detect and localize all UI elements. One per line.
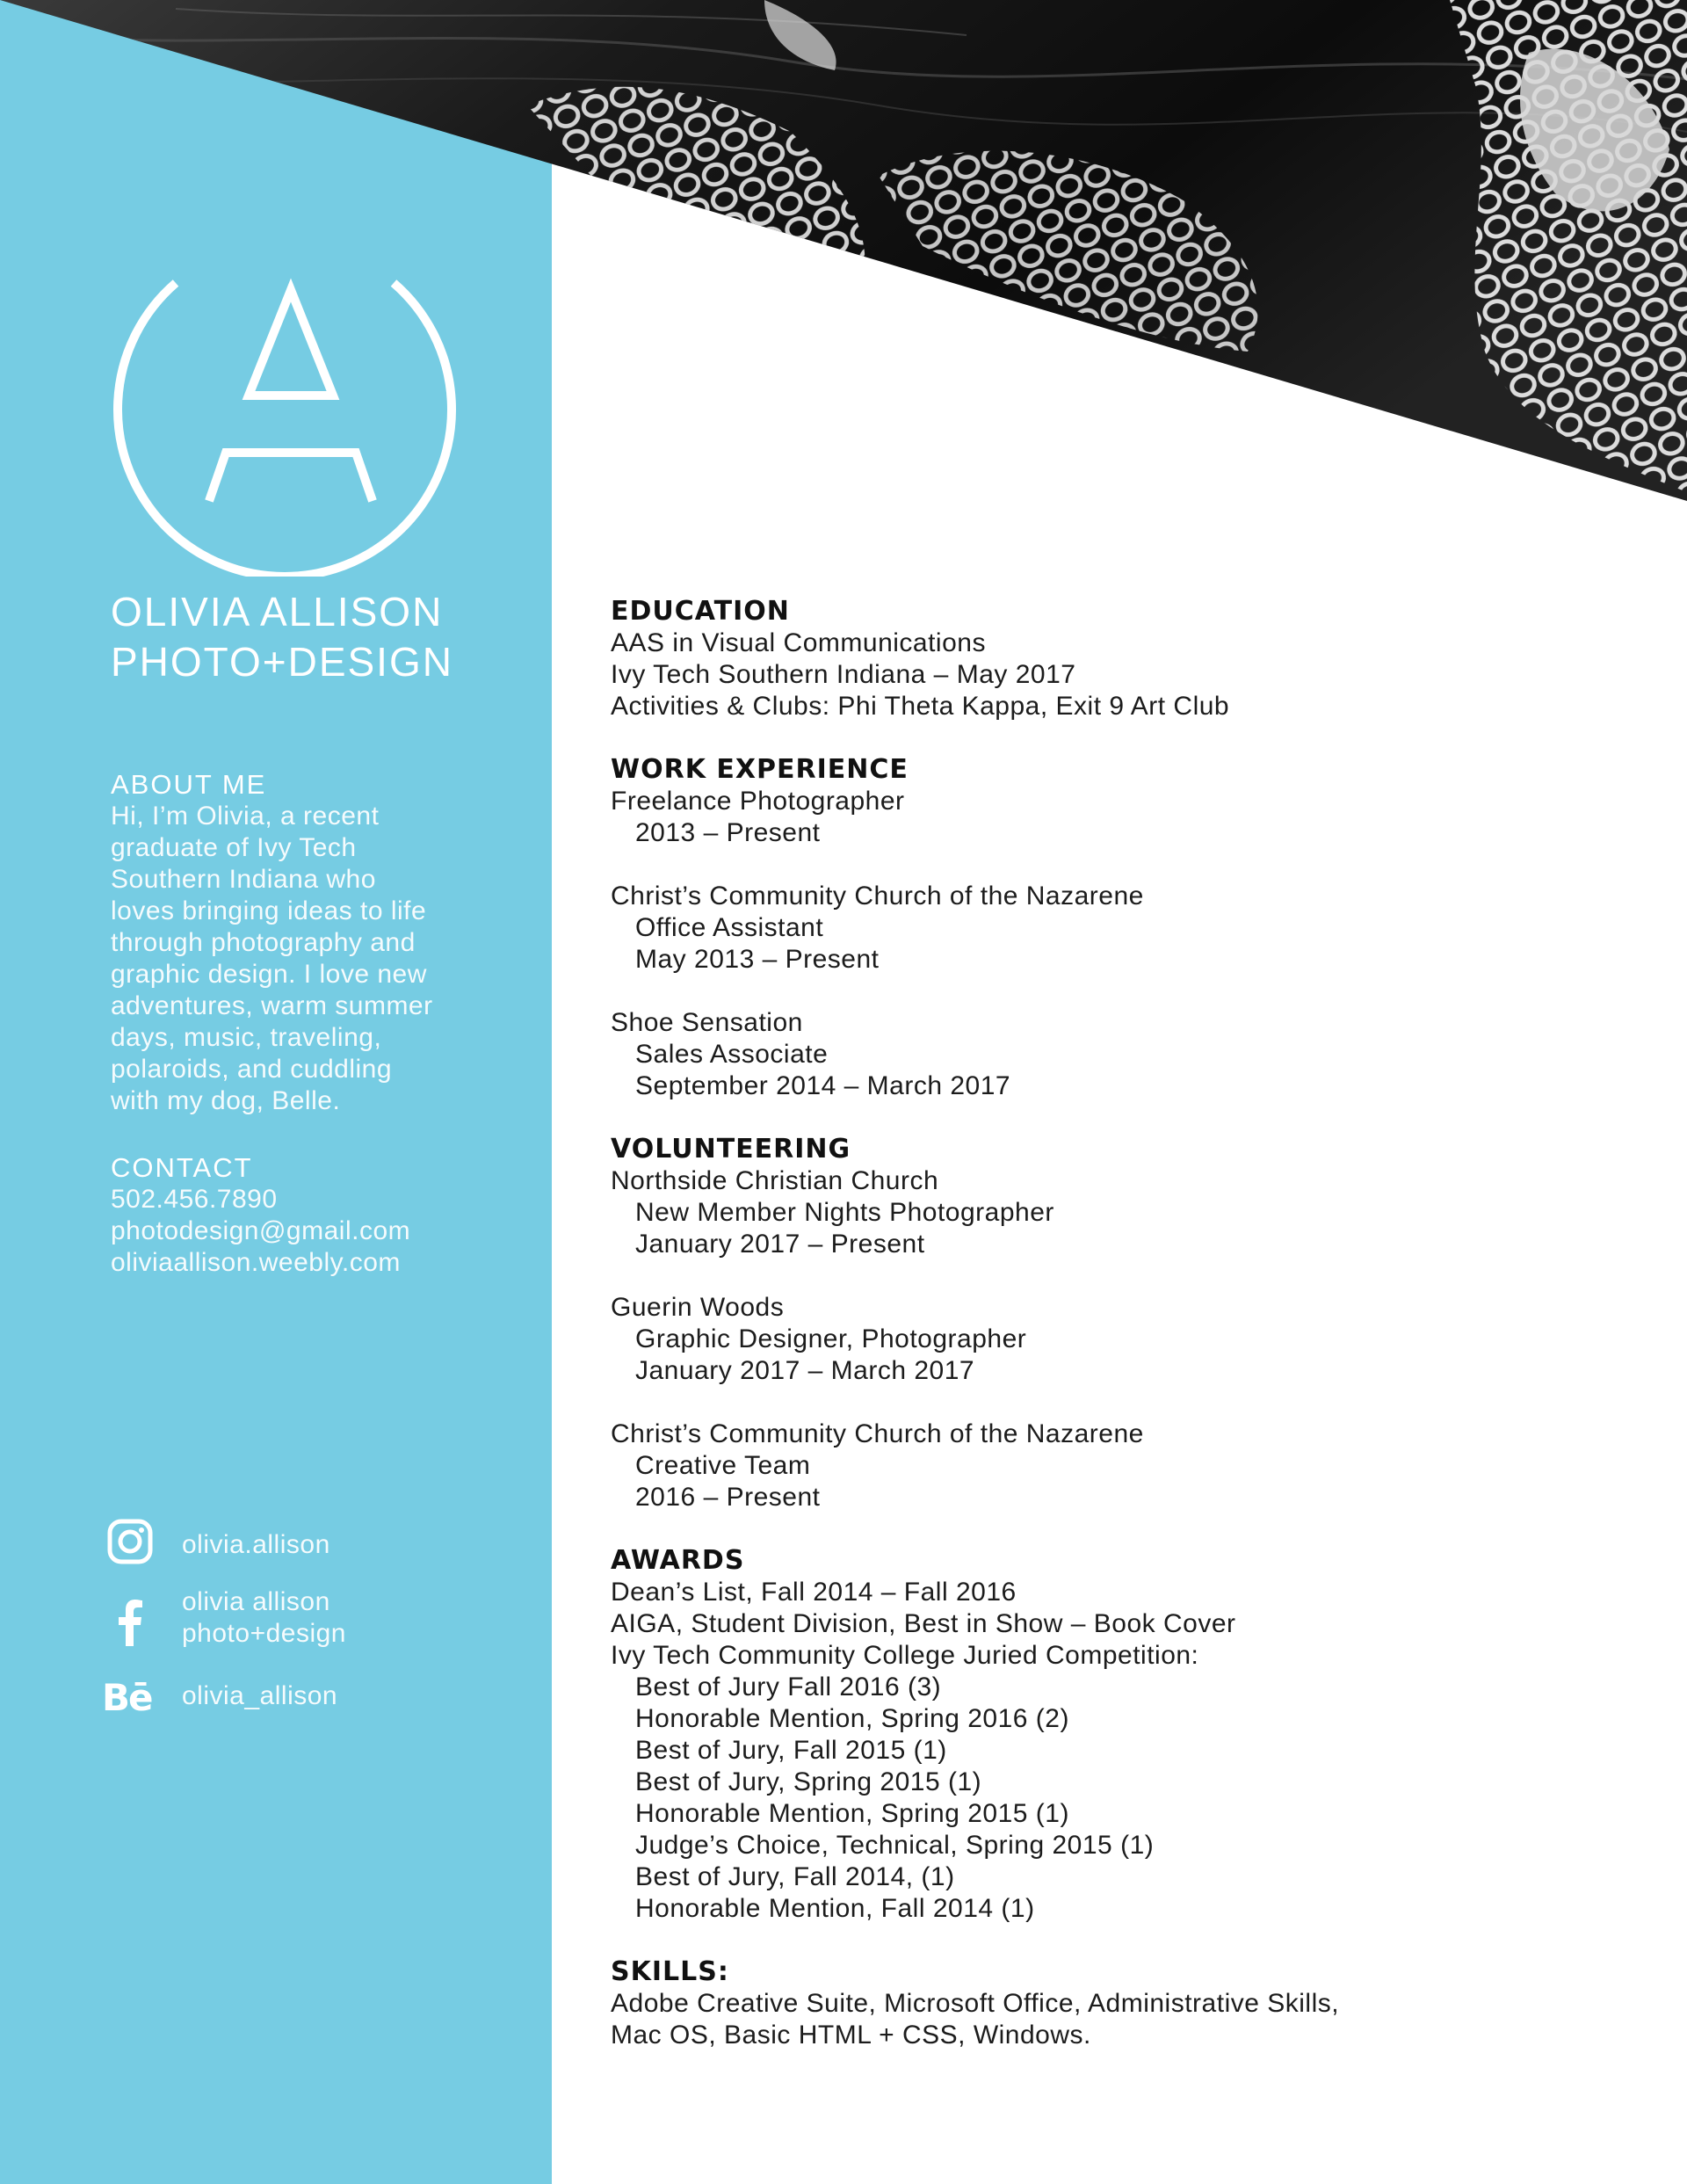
facebook-icon xyxy=(102,1595,158,1651)
education-line: Activities & Clubs: Phi Theta Kappa, Exit 9 Art Club xyxy=(611,692,1230,721)
about-line: Hi, I’m Olivia, a recent xyxy=(111,802,380,831)
instagram-icon xyxy=(102,1513,158,1570)
about-line: through photography and xyxy=(111,928,416,957)
award-sub-line: Best of Jury, Fall 2015 (1) xyxy=(635,1736,947,1765)
volunteer-org: Guerin Woods xyxy=(611,1293,785,1322)
volunteer-entry xyxy=(611,1419,1647,1513)
volunteer-detail: New Member Nights Photographer xyxy=(635,1198,1054,1227)
contact-email[interactable]: photodesign@gmail.com xyxy=(111,1216,411,1245)
award-sub-line: Best of Jury, Spring 2015 (1) xyxy=(635,1767,982,1796)
about-section xyxy=(111,769,532,1117)
award-sub-line: Best of Jury, Fall 2014, (1) xyxy=(635,1862,955,1891)
facebook-name-line2: photo+design xyxy=(182,1619,346,1648)
volunteer-detail: January 2017 – Present xyxy=(635,1230,925,1259)
skills-line: Adobe Creative Suite, Microsoft Office, Administrative Skills, xyxy=(611,1989,1340,2018)
skills-line: Mac OS, Basic HTML + CSS, Windows. xyxy=(611,2021,1091,2050)
volunteering-heading: VOLUNTEERING xyxy=(611,1134,851,1165)
volunteer-detail: Creative Team xyxy=(635,1451,811,1480)
brand-name-line2: PHOTO+DESIGN xyxy=(111,639,453,685)
work-detail: 2013 – Present xyxy=(635,818,821,847)
work-org: Christ’s Community Church of the Nazarene xyxy=(611,882,1144,911)
award-sub-line: Honorable Mention, Fall 2014 (1) xyxy=(635,1894,1035,1923)
work-entry xyxy=(611,786,1647,849)
award-line: Dean’s List, Fall 2014 – Fall 2016 xyxy=(611,1578,1017,1607)
work-detail: May 2013 – Present xyxy=(635,945,880,974)
skills-section xyxy=(611,1956,1647,2051)
behance-handle[interactable]: olivia_allison xyxy=(182,1681,338,1710)
volunteer-org: Northside Christian Church xyxy=(611,1166,939,1195)
work-detail: Sales Associate xyxy=(635,1040,829,1069)
brand-name-line1: OLIVIA ALLISON xyxy=(111,589,444,635)
work-detail: September 2014 – March 2017 xyxy=(635,1071,1011,1100)
work-org: Freelance Photographer xyxy=(611,787,905,816)
behance-glyph: Bē xyxy=(102,1676,152,1719)
about-line: Southern Indiana who xyxy=(111,865,376,894)
contact-phone[interactable]: 502.456.7890 xyxy=(111,1185,278,1214)
skills-heading: SKILLS: xyxy=(611,1956,729,1987)
instagram-handle[interactable]: olivia.allison xyxy=(182,1530,330,1559)
work-experience-heading: WORK EXPERIENCE xyxy=(611,754,909,785)
education-line: Ivy Tech Southern Indiana – May 2017 xyxy=(611,660,1076,689)
award-sub-line: Honorable Mention, Spring 2015 (1) xyxy=(635,1799,1069,1828)
about-heading: ABOUT ME xyxy=(111,769,267,800)
brand-name xyxy=(111,587,532,687)
work-entry xyxy=(611,881,1647,976)
education-section xyxy=(611,596,1647,722)
volunteer-entry xyxy=(611,1165,1647,1260)
monogram-a-circle-logo xyxy=(111,229,459,577)
about-line: polaroids, and cuddling xyxy=(111,1055,393,1084)
volunteer-detail: Graphic Designer, Photographer xyxy=(635,1324,1027,1353)
resume-main-column xyxy=(611,596,1647,2083)
facebook-name[interactable] xyxy=(182,1586,346,1650)
about-line: with my dog, Belle. xyxy=(111,1086,341,1115)
award-sub-line: Honorable Mention, Spring 2016 (2) xyxy=(635,1704,1069,1733)
awards-section xyxy=(611,1545,1647,1925)
award-sub-line: Judge’s Choice, Technical, Spring 2015 (1) xyxy=(635,1831,1155,1860)
contact-website[interactable]: oliviaallison.weebly.com xyxy=(111,1248,401,1277)
volunteering-section xyxy=(611,1134,1647,1513)
facebook-name-line1: olivia allison xyxy=(182,1587,330,1616)
about-line: loves bringing ideas to life xyxy=(111,896,427,925)
about-line: adventures, warm summer xyxy=(111,991,433,1020)
work-org: Shoe Sensation xyxy=(611,1008,803,1037)
award-line: AIGA, Student Division, Best in Show – Book Cover xyxy=(611,1609,1236,1638)
volunteer-entry xyxy=(611,1292,1647,1387)
about-line: graphic design. I love new xyxy=(111,960,427,989)
education-heading: EDUCATION xyxy=(611,596,790,627)
work-entry xyxy=(611,1007,1647,1102)
award-line: Ivy Tech Community College Juried Competition: xyxy=(611,1641,1199,1670)
work-detail: Office Assistant xyxy=(635,913,824,942)
education-line: AAS in Visual Communications xyxy=(611,628,986,657)
volunteer-detail: January 2017 – March 2017 xyxy=(635,1356,975,1385)
behance-icon xyxy=(102,1672,158,1728)
awards-heading: AWARDS xyxy=(611,1545,745,1576)
about-line: days, music, traveling, xyxy=(111,1023,382,1052)
work-experience-section xyxy=(611,754,1647,1102)
contact-heading: CONTACT xyxy=(111,1152,253,1183)
award-sub-line: Best of Jury Fall 2016 (3) xyxy=(635,1672,942,1701)
contact-section xyxy=(111,1152,532,1279)
about-line: graduate of Ivy Tech xyxy=(111,833,357,862)
volunteer-detail: 2016 – Present xyxy=(635,1483,821,1512)
volunteer-org: Christ’s Community Church of the Nazarene xyxy=(611,1419,1144,1448)
